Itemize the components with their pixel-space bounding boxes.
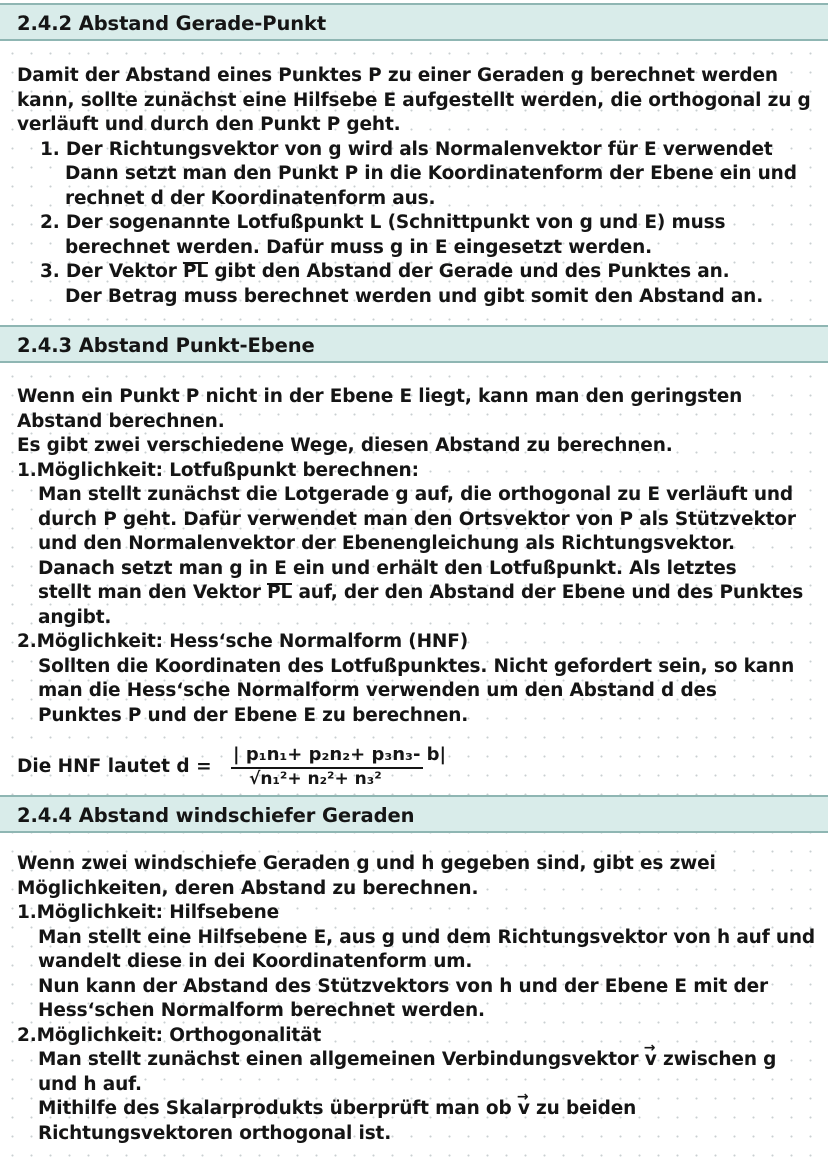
text-line: Hess‘schen Normalform berechnet werden. — [38, 1000, 485, 1021]
section-header-2-4-2 — [0, 3, 828, 41]
text-line: Möglichkeiten, deren Abstand zu berechnen. — [17, 877, 479, 899]
section-header-2-4-4 — [0, 795, 828, 833]
vector-v: → v — [518, 1097, 530, 1122]
text-line: Wenn zwei windschiefe Geraden g und h gegeben sind, gibt es zwei — [17, 853, 716, 874]
text-line: und den Normalenvektor der Ebenengleichung als Richtungsvektor. — [38, 533, 735, 554]
vector-v: → v — [645, 1048, 657, 1073]
section-body-2-4-3 — [0, 385, 828, 728]
text-line: angibt. — [38, 606, 112, 628]
option-heading: 1.Möglichkeit: Hilfsebene — [17, 902, 279, 923]
text-line: wandelt diese in dei Koordinatenform um. — [38, 951, 473, 972]
text-line: berechnet werden. Dafür muss g in E eingesetzt werden. — [65, 236, 652, 258]
formula-label: Die HNF lautet d = — [17, 756, 212, 777]
section-body-2-4-4 — [0, 852, 828, 1146]
list-item: 2. Der sogenannte Lotfußpunkt L (Schnittpunkt von g und E) muss — [40, 212, 726, 233]
text-run: gibt den Abstand der Gerade und des Punktes an. — [208, 261, 730, 282]
text-line: verläuft und durch den Punkt P geht. — [17, 114, 401, 135]
text-run: Mithilfe des Skalarprodukts überprüft man ob — [38, 1098, 518, 1119]
text-run: 3. Der Vektor — [40, 261, 183, 282]
text-run: zu beiden — [529, 1098, 637, 1119]
section-body-2-4-2 — [0, 64, 828, 309]
list-item: 1. Der Richtungsvektor von g wird als Normalenvektor für E verwendet — [40, 138, 773, 160]
section-title: 2.4.4 Abstand windschiefer Geraden — [17, 804, 415, 827]
section-title: 2.4.2 Abstand Gerade-Punkt — [17, 12, 327, 35]
text-line: rechnet d der Koordinatenform aus. — [65, 187, 436, 209]
text-line: Es gibt zwei verschiedene Wege, diesen Abstand zu berechnen. — [17, 435, 673, 456]
option-heading: 2.Möglichkeit: Hess‘sche Normalform (HNF) — [17, 631, 469, 652]
text-line: Punktes P und der Ebene E zu berechnen. — [38, 704, 469, 726]
text-line: durch P geht. Dafür verwendet man den Ortsvektor von P als Stützvektor — [38, 508, 796, 530]
option-heading: 2.Möglichkeit: Orthogonalität — [17, 1024, 322, 1046]
text-line: Der Betrag muss berechnet werden und gibt somit den Abstand an. — [65, 285, 764, 307]
text-run: stellt man den Vektor — [38, 582, 268, 603]
vector-pl: PL — [267, 581, 292, 606]
text-run: zwischen g — [656, 1049, 777, 1070]
section-title: 2.4.3 Abstand Punkt-Ebene — [17, 334, 315, 357]
text-line: Nun kann der Abstand des Stützvektors von h und der Ebene E mit der — [38, 975, 768, 997]
text-line: Man stellt eine Hilfsebene E, aus g und dem Richtungsvektor von h auf und — [38, 926, 816, 948]
text-line: man die Hess‘sche Normalform verwenden um den Abstand d des — [38, 680, 717, 701]
option-heading: 1.Möglichkeit: Lotfußpunkt berechnen: — [17, 459, 419, 481]
text-line: Abstand berechnen. — [17, 410, 225, 432]
text-line: Dann setzt man den Punkt P in die Koordinatenform der Ebene ein und — [65, 163, 797, 184]
section-header-2-4-3 — [0, 325, 828, 363]
formula-numerator: | p₁n₁+ p₂n₂+ p₃n₃- b| — [233, 744, 447, 765]
text-line: und h auf. — [38, 1073, 142, 1095]
text-line — [0, 1048, 828, 1073]
vector-pl: PL — [183, 260, 208, 285]
text-line: Man stellt zunächst die Lotgerade g auf, die orthogonal zu E verläuft und — [38, 484, 793, 505]
text-line: Sollten die Koordinaten des Lotfußpunktes. Nicht gefordert sein, so kann — [38, 655, 795, 677]
formula-denominator: √n₁²+ n₂²+ n₃² — [249, 769, 382, 789]
text-line: Danach setzt man g in E ein und erhält den Lotfußpunkt. Als letztes — [38, 557, 737, 579]
text-line: Damit der Abstand eines Punktes P zu einer Geraden g berechnet werden — [17, 65, 778, 86]
hnf-formula — [17, 744, 517, 796]
text-run: Man stellt zunächst einen allgemeinen Verbindungsvektor — [38, 1049, 645, 1070]
text-line — [0, 1097, 828, 1122]
text-line — [0, 581, 828, 606]
text-line: Richtungsvektoren orthogonal ist. — [38, 1122, 392, 1144]
text-line: kann, sollte zunächst eine Hilfsebe E aufgestellt werden, die orthogonal zu g — [17, 89, 811, 111]
text-line: Wenn ein Punkt P nicht in der Ebene E liegt, kann man den geringsten — [17, 386, 743, 407]
text-run: auf, der den Abstand der Ebene und des Punktes — [292, 582, 804, 603]
list-item — [0, 260, 828, 285]
